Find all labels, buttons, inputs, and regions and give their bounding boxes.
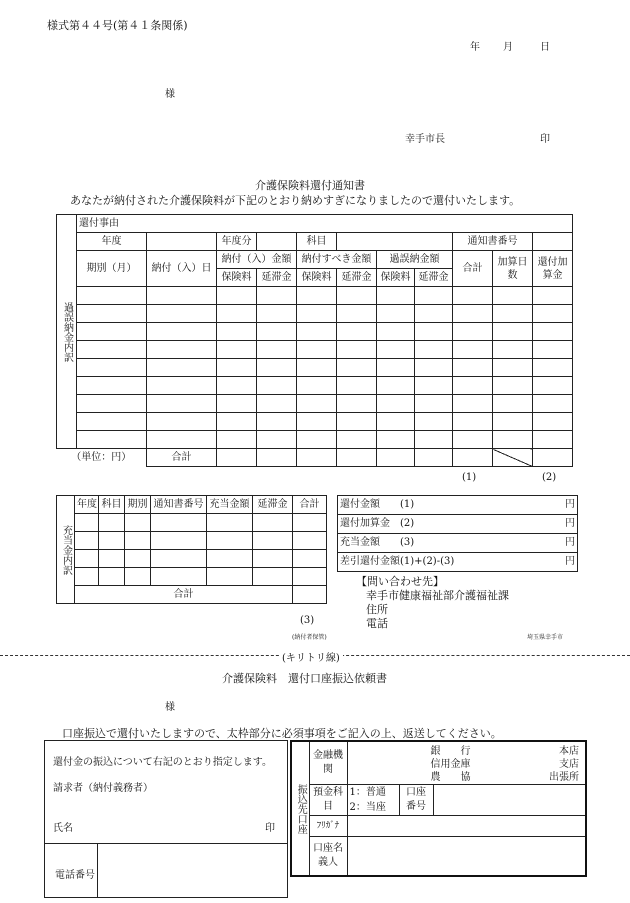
paid-amount-label: 納付（入）金額 bbox=[217, 251, 297, 269]
summary-row bbox=[338, 515, 578, 534]
bank-type: 銀 行 bbox=[430, 746, 471, 757]
bank-type: 農 協 bbox=[430, 772, 471, 783]
overpaid-premium-label: 保険料 bbox=[377, 269, 415, 287]
summary-row bbox=[338, 534, 578, 553]
summary-table bbox=[337, 495, 578, 572]
claimant-block bbox=[44, 740, 288, 898]
appropriation-side-label: 充当金内訳 bbox=[57, 496, 75, 604]
year-bun-value bbox=[257, 233, 297, 251]
summary-unit: 円 bbox=[548, 553, 578, 572]
request-instruction: 口座振込で還付いたしますので、太枠部分に必須事項をご記入の上、返送してください。 bbox=[62, 727, 502, 740]
phone-label: 電話番号 bbox=[55, 870, 95, 881]
deposit-type-label: 預金科目 bbox=[309, 785, 347, 816]
institution-label: 金融機関 bbox=[309, 741, 347, 785]
appr-col-amount: 充当金額 bbox=[207, 496, 253, 514]
diagonal-cell bbox=[493, 449, 533, 467]
contact-phone: 電話 bbox=[366, 617, 388, 630]
table-row bbox=[57, 413, 573, 431]
date-year: 年 bbox=[470, 42, 480, 53]
overpaid-late-label: 延滞金 bbox=[415, 269, 453, 287]
bank-type-list bbox=[431, 745, 471, 784]
table-row bbox=[57, 305, 573, 323]
overpaid-amount-label: 過誤納金額 bbox=[377, 251, 453, 269]
contact-title: 【問い合わせ先】 bbox=[356, 575, 444, 588]
due-late-label: 延滞金 bbox=[337, 269, 377, 287]
contact-address: 住所 bbox=[366, 603, 388, 616]
appr-col-late: 延滞金 bbox=[253, 496, 293, 514]
table-row bbox=[57, 341, 573, 359]
appr-col-subject: 科目 bbox=[99, 496, 125, 514]
summary-unit: 円 bbox=[548, 515, 578, 534]
summary-row bbox=[338, 496, 578, 515]
appr-col-notice-no: 通知書番号 bbox=[151, 496, 207, 514]
claimant-label: 請求者（納付義務者） bbox=[53, 783, 153, 794]
keep-note: (納付者保管) bbox=[292, 634, 327, 641]
paid-date-label: 納付（入）日 bbox=[147, 251, 217, 287]
notice-subtitle: あなたが納付された介護保険料が下記のとおり納めすぎになりましたので還付いたします。 bbox=[70, 194, 521, 207]
table-row bbox=[57, 514, 327, 532]
appr-col-year: 年度 bbox=[75, 496, 99, 514]
table-row bbox=[57, 568, 327, 586]
account-number-field[interactable] bbox=[433, 785, 586, 816]
summary-label: 還付加算金 (2) bbox=[338, 515, 548, 534]
appr-col-period: 期別 bbox=[125, 496, 151, 514]
issuer-seal: 印 bbox=[540, 134, 550, 145]
branch-type: 出張所 bbox=[549, 772, 580, 783]
branch-type: 本店 bbox=[559, 746, 580, 757]
period-label: 期別（月） bbox=[77, 251, 147, 287]
year-label: 年度 bbox=[77, 233, 147, 251]
institution-value[interactable] bbox=[347, 741, 586, 785]
branch-type: 支店 bbox=[559, 759, 580, 770]
mark-2: (2) bbox=[542, 472, 557, 483]
request-title: 介護保険料 還付口座振込依頼書 bbox=[222, 672, 387, 685]
refund-reason-cell: 還付事由 bbox=[77, 215, 573, 233]
deposit-option: 2：当座 bbox=[349, 802, 386, 813]
table-row bbox=[57, 550, 327, 568]
table-row bbox=[57, 359, 573, 377]
issuer-small: 埼玉県幸手市 bbox=[527, 634, 564, 641]
summary-unit: 円 bbox=[548, 496, 578, 515]
table-row bbox=[57, 377, 573, 395]
transfer-side-label: 振込先口座 bbox=[291, 741, 309, 876]
summary-label: 差引還付金額(1)+(2)-(3) bbox=[338, 553, 548, 572]
appr-col-total: 合計 bbox=[293, 496, 327, 514]
name-seal: 印 bbox=[265, 823, 275, 834]
table-row bbox=[57, 532, 327, 550]
table-row bbox=[57, 395, 573, 413]
notice-number-label: 通知書番号 bbox=[453, 233, 533, 251]
account-holder-label: 口座名義人 bbox=[309, 837, 347, 877]
addressee-suffix: 様 bbox=[165, 89, 175, 100]
due-premium-label: 保険料 bbox=[297, 269, 337, 287]
table-row bbox=[57, 431, 573, 449]
subject-value bbox=[337, 233, 453, 251]
overpayment-table bbox=[56, 214, 573, 467]
bank-type: 信用金庫 bbox=[430, 759, 471, 770]
appropriation-total-label: 合計 bbox=[75, 586, 293, 604]
overpay-side-label: 過誤納金内訳 bbox=[57, 215, 77, 449]
summary-unit: 円 bbox=[548, 534, 578, 553]
year-value bbox=[147, 233, 217, 251]
due-amount-label: 納付すべき金額 bbox=[297, 251, 377, 269]
total-col-label: 合計 bbox=[453, 251, 493, 287]
paid-late-label: 延滞金 bbox=[257, 269, 297, 287]
year-bun-label: 年度分 bbox=[217, 233, 257, 251]
designate-text: 還付金の振込について右記のとおり指定します。 bbox=[53, 757, 272, 768]
contact-department: 幸手市健康福祉部介護福祉課 bbox=[366, 589, 509, 602]
subject-label: 科目 bbox=[297, 233, 337, 251]
deposit-option: 1：普通 bbox=[349, 787, 386, 798]
furigana-label: ﾌﾘｶﾞﾅ bbox=[309, 816, 347, 837]
add-days-label: 加算日数 bbox=[493, 251, 533, 287]
total-row-label: 合計 bbox=[147, 449, 217, 467]
date-day: 日 bbox=[540, 42, 550, 53]
bank-account-table bbox=[290, 740, 587, 877]
notice-title: 介護保険料還付通知書 bbox=[255, 179, 365, 192]
issuer-name: 幸手市長 bbox=[405, 134, 445, 145]
account-holder-field[interactable] bbox=[347, 837, 586, 877]
branch-type-list bbox=[549, 745, 579, 784]
table-row bbox=[57, 287, 573, 305]
table-row bbox=[57, 323, 573, 341]
unit-label: （単位：円） bbox=[71, 451, 132, 463]
notice-number-value bbox=[533, 233, 573, 251]
request-addressee-suffix: 様 bbox=[165, 702, 175, 713]
summary-label: 充当金額 (3) bbox=[338, 534, 548, 553]
cut-line-label: (キリトリ線) bbox=[279, 649, 343, 664]
name-label: 氏名 bbox=[53, 823, 73, 834]
deposit-type-options[interactable] bbox=[347, 785, 399, 816]
summary-label: 還付金額 (1) bbox=[338, 496, 548, 515]
mark-3: (3) bbox=[300, 615, 315, 626]
date-month: 月 bbox=[503, 42, 513, 53]
summary-row bbox=[338, 553, 578, 572]
furigana-field[interactable] bbox=[347, 816, 586, 837]
appropriation-table bbox=[56, 495, 327, 604]
account-number-label: 口座番号 bbox=[399, 785, 433, 816]
form-number: 様式第４４号(第４１条関係) bbox=[47, 19, 188, 32]
mark-1: (1) bbox=[462, 472, 477, 483]
paid-premium-label: 保険料 bbox=[217, 269, 257, 287]
refund-add-label: 還付加算金 bbox=[533, 251, 573, 287]
